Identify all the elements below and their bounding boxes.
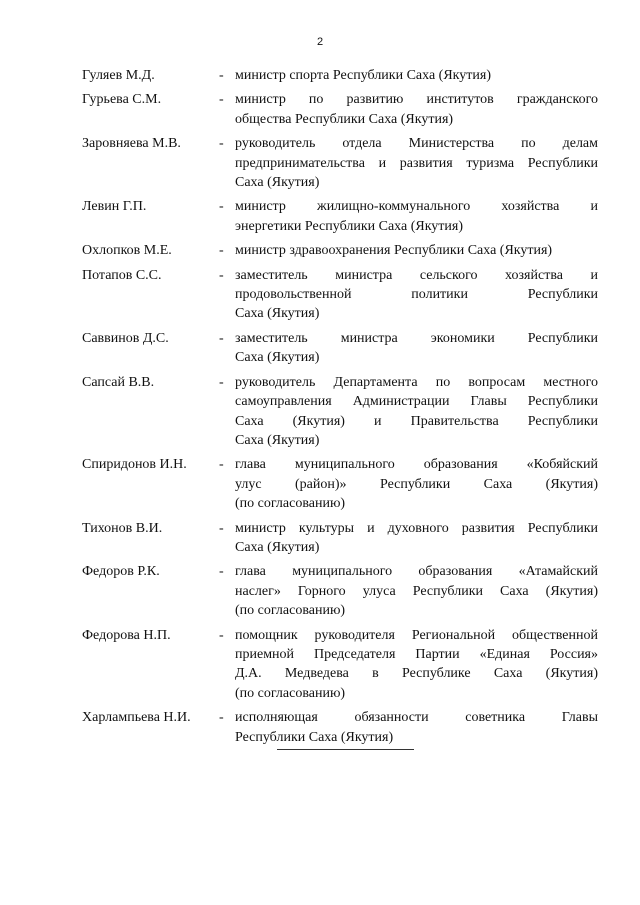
member-position-line: (по согласованию) [235,603,346,619]
dash-separator: - [219,457,224,473]
member-name: Федоров Р.К. [82,564,160,580]
member-name: Тихонов В.И. [82,520,163,536]
dash-separator: - [219,199,224,215]
member-position-line: Д.А. Медведева в Республике Саха (Якутия) [235,666,598,682]
member-position-line: министр жилищно-коммунального хозяйства и [235,199,598,215]
member-position-line: улус (район)» Республики Саха (Якутия) [235,476,598,492]
member-entry [82,562,598,620]
member-position-line: Саха (Якутия) [235,350,320,366]
member-position-line: глава муниципального образования «Атамайский [235,564,598,580]
member-position-line: Республики Саха (Якутия) [235,729,394,745]
member-name: Гурьева С.М. [82,92,162,108]
member-position-line: Саха (Якутия) [235,306,320,322]
member-position-line: глава муниципального образования «Кобяйский [235,457,598,473]
member-name: Потапов С.С. [82,267,162,283]
dash-separator: - [219,92,224,108]
member-entry [82,708,598,747]
dash-separator: - [219,136,224,152]
member-name: Левин Г.П. [82,199,147,215]
member-entry [82,373,598,451]
member-position-line: руководитель Департамента по вопросам местного [235,374,598,390]
dash-separator: - [219,68,224,83]
member-position-line: заместитель министра экономики Республики [235,330,598,346]
member-position-line: министр спорта Республики Саха (Якутия) [235,68,491,83]
member-name: Харлампьева Н.И. [82,710,191,726]
dash-separator: - [219,330,224,346]
member-position-line: (по согласованию) [235,685,346,701]
dash-separator: - [219,627,224,643]
closing-rule [277,749,414,750]
member-position-line: помощник руководителя Региональной общественной [235,627,598,643]
member-position-line: Саха (Якутия) [235,539,320,555]
member-entry [82,134,598,192]
dash-separator: - [219,243,224,259]
dash-separator: - [219,267,224,283]
member-name: Охлопков М.Е. [82,243,172,259]
member-position-line: энергетики Республики Саха (Якутия) [235,218,464,234]
member-entry [82,626,598,704]
member-position-line: министр культуры и духовного развития Республики [235,520,598,536]
member-position-line: общества Республики Саха (Якутия) [235,111,454,127]
member-position-line: (по согласованию) [235,496,346,512]
member-position-line: министр здравоохранения Республики Саха (Якутия) [235,243,553,259]
member-entry [82,455,598,513]
member-entry [82,329,598,368]
member-entry [82,519,598,558]
member-position-line: приемной Председателя Партии «Единая Россия» [235,646,598,662]
dash-separator: - [219,520,224,536]
member-entry [82,241,598,260]
page-number: 2 [316,36,324,48]
member-position-line: Саха (Якутия) и Правительства Республики [235,413,598,429]
member-name: Спиридонов И.Н. [82,457,187,473]
member-position-line: продовольственной политики Республики [235,287,598,303]
member-name: Саввинов Д.С. [82,330,169,346]
member-position-line: Саха (Якутия) [235,432,320,448]
member-position-line: самоуправления Администрации Главы Республики [235,394,598,410]
member-name: Федорова Н.П. [82,627,171,643]
member-position-line: Саха (Якутия) [235,175,320,191]
member-position-line: наслег» Горного улуса Республики Саха (Якутия) [235,583,598,599]
member-position-line: заместитель министра сельского хозяйства и [235,267,598,283]
member-position-line: исполняющая обязанности советника Главы [235,710,598,726]
member-name: Сапсай В.В. [82,374,155,390]
dash-separator: - [219,564,224,580]
member-name: Заровняева М.В. [82,136,181,152]
member-name: Гуляев М.Д. [82,68,155,83]
member-entry [82,197,598,236]
dash-separator: - [219,710,224,726]
member-position-line: предпринимательства и развития туризма Республики [235,155,598,171]
member-entry [82,66,598,85]
member-list [82,66,598,752]
member-entry [82,266,598,324]
member-position-line: руководитель отдела Министерства по делам [235,136,598,152]
member-position-line: министр по развитию институтов гражданского [235,92,598,108]
dash-separator: - [219,374,224,390]
member-entry [82,90,598,129]
